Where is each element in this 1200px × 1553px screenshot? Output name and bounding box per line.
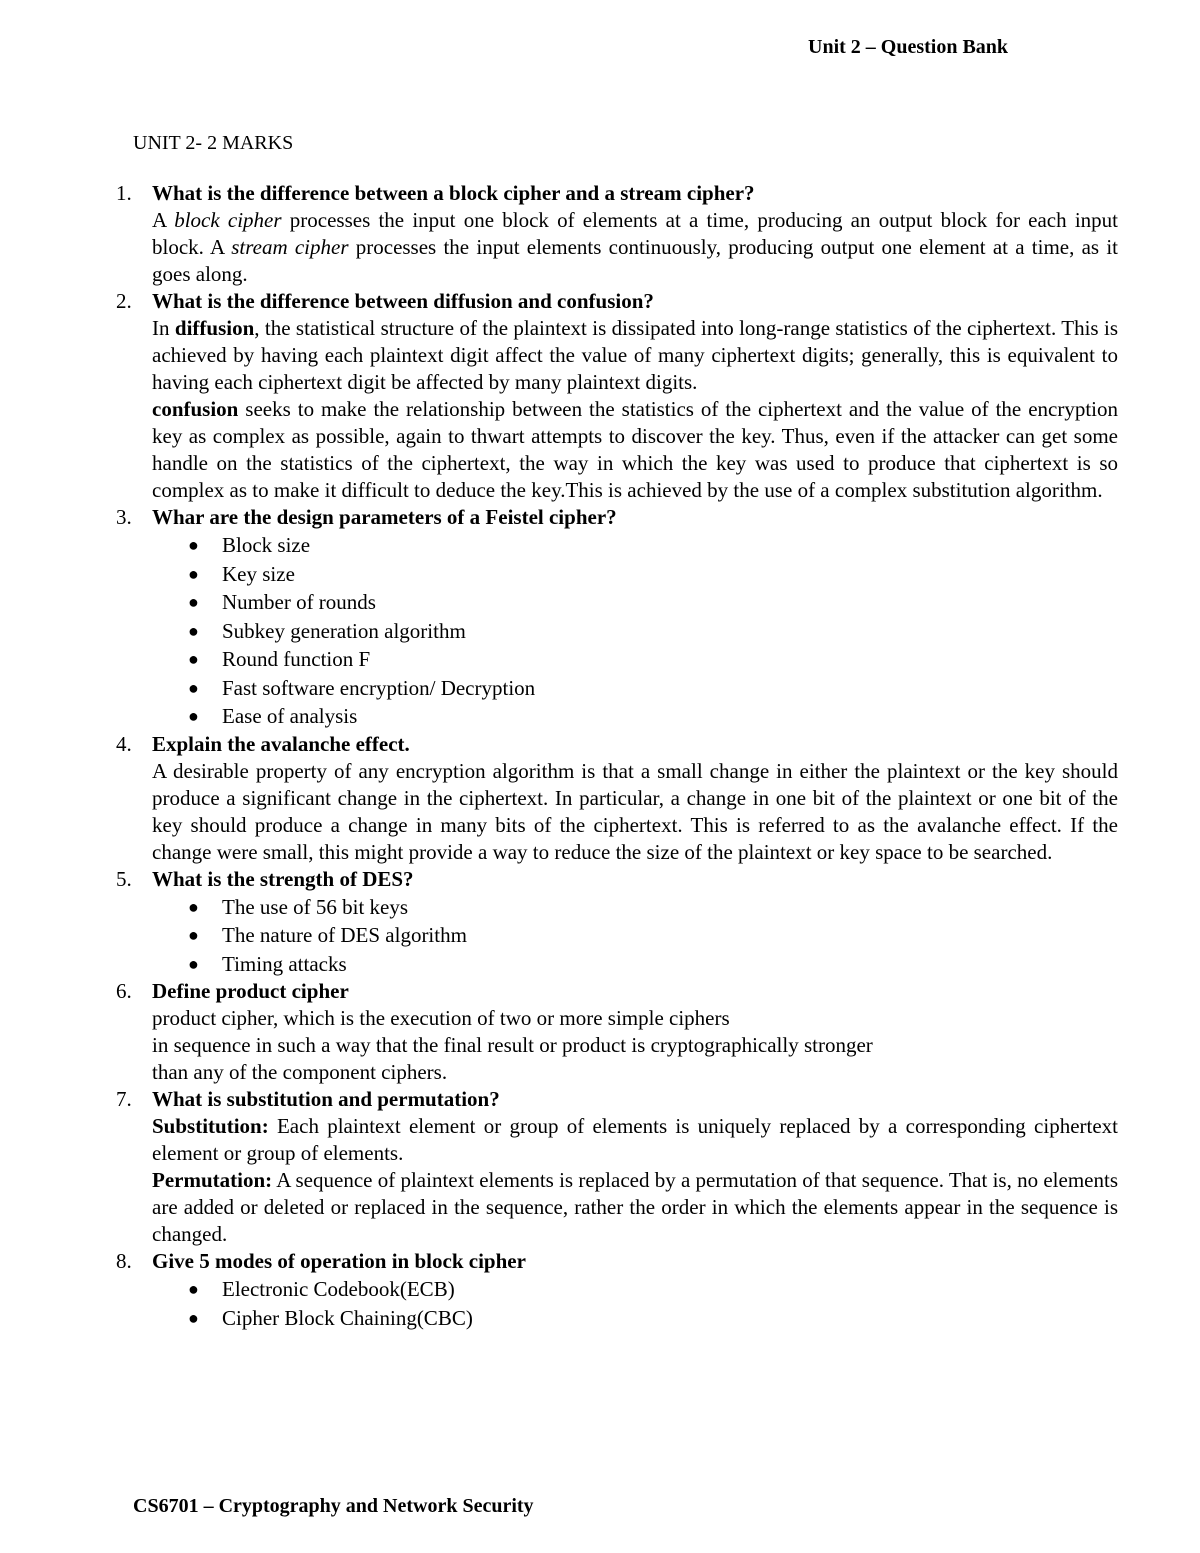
bullet-icon: ● xyxy=(188,706,199,726)
answer-fragment: processes the input one block of elements at a time, producing an output block for each input block. A xyxy=(152,208,1118,259)
question-2 xyxy=(0,288,1200,504)
bullet-list xyxy=(152,1275,1118,1332)
question-1 xyxy=(0,180,1200,288)
list-item xyxy=(152,921,1118,950)
answer-fragment: processes the input elements continuously, producing output one element at a time, as it goes along. xyxy=(152,235,1118,286)
term-block-cipher: block cipher xyxy=(174,208,282,232)
answer-substitution xyxy=(152,1113,1118,1167)
bullet-icon: ● xyxy=(188,896,199,917)
unit-heading: UNIT 2- 2 MARKS xyxy=(133,132,294,154)
bullet-list xyxy=(152,531,1118,731)
term-diffusion: diffusion xyxy=(174,316,255,340)
question-7 xyxy=(0,1086,1200,1248)
list-item-text: Block size xyxy=(222,533,311,557)
question-title: What is substitution and permutation? xyxy=(152,1087,500,1111)
question-number: 8. xyxy=(116,1249,132,1273)
question-4 xyxy=(0,731,1200,866)
question-title: Define product cipher xyxy=(152,979,349,1003)
question-number: 3. xyxy=(116,505,132,529)
bullet-icon: ● xyxy=(188,953,199,974)
list-item-text: Timing attacks xyxy=(222,951,347,976)
list-item xyxy=(152,1304,1118,1333)
list-item-text: Number of rounds xyxy=(222,590,376,614)
list-item-text: Round function F xyxy=(222,647,371,671)
bullet-icon: ● xyxy=(188,592,199,612)
question-number: 4. xyxy=(116,731,132,756)
list-item-text: The nature of DES algorithm xyxy=(222,923,467,947)
bullet-icon: ● xyxy=(188,563,199,584)
bullet-icon: ● xyxy=(188,677,199,698)
term-substitution: Substitution: xyxy=(152,1114,269,1138)
answer-fragment: seeks to make the relationship between the statistics of the ciphertext and the value of the encryption key as complex as possible, again to thwart attempts to discover the key. Thus, even if the attacker can get some handle on the statistics of the ciphertext, the way in which the key was used to produce that ciphertext is so complex as to make it difficult to deduce the key.This is achieved by the use of a complex substitution algorithm. xyxy=(152,397,1118,502)
list-item-text: Key size xyxy=(222,561,295,586)
list-item-text: Subkey generation algorithm xyxy=(222,618,466,643)
list-item-text: Fast software encryption/ Decryption xyxy=(222,675,536,700)
list-item-text: Cipher Block Chaining(CBC) xyxy=(222,1305,473,1330)
question-6 xyxy=(0,978,1200,1086)
list-item xyxy=(152,588,1118,617)
list-item xyxy=(152,950,1118,979)
answer-confusion xyxy=(152,396,1118,504)
answer-permutation xyxy=(152,1167,1118,1248)
question-number: 1. xyxy=(116,181,132,205)
question-title: What is the difference between diffusion and confusion? xyxy=(152,289,654,313)
question-number: 7. xyxy=(116,1087,132,1111)
answer-line: in sequence in such a way that the final result or product is cryptographically stronger xyxy=(152,1033,873,1057)
answer-fragment: In xyxy=(152,316,175,340)
bullet-icon: ● xyxy=(188,535,199,555)
list-item xyxy=(152,1275,1118,1304)
list-item-text: Ease of analysis xyxy=(222,704,358,728)
list-item-text: Electronic Codebook(ECB) xyxy=(222,1277,455,1301)
list-item xyxy=(152,674,1118,703)
question-5 xyxy=(0,866,1200,979)
bullet-icon: ● xyxy=(188,1307,199,1328)
answer-text: A desirable property of any encryption algorithm is that a small change in either the plaintext or the key should produce a significant change in the ciphertext. In particular, a change in one bit of the plaintext or one bit of the key should produce a change in many bits of the ciphertext. This is referred to as the avalanche effect. If the change were small, this might provide a way to reduce the size of the plaintext or key space to be searched. xyxy=(152,758,1118,864)
question-title: Explain the avalanche effect. xyxy=(152,731,410,756)
page-header-title: Unit 2 – Question Bank xyxy=(808,36,1009,58)
answer-line: product cipher, which is the execution of two or more simple ciphers xyxy=(152,1006,730,1030)
bullet-list xyxy=(152,893,1118,979)
question-3 xyxy=(0,504,1200,731)
list-item xyxy=(152,893,1118,922)
question-list xyxy=(0,180,1200,1332)
bullet-icon: ● xyxy=(188,1279,199,1299)
list-item xyxy=(152,702,1118,731)
term-stream-cipher: stream cipher xyxy=(231,235,349,259)
question-title: What is the strength of DES? xyxy=(152,866,414,891)
bullet-icon: ● xyxy=(188,620,199,641)
question-title: Give 5 modes of operation in block cipher xyxy=(152,1249,526,1273)
answer-fragment: A xyxy=(152,208,175,232)
answer-diffusion xyxy=(152,315,1118,396)
answer-fragment: Each plaintext element or group of elements is uniquely replaced by a corresponding ciphertext element or group of elements. xyxy=(152,1114,1118,1165)
term-permutation: Permutation: xyxy=(152,1168,273,1192)
question-number: 5. xyxy=(116,866,132,891)
bullet-icon: ● xyxy=(188,649,199,669)
question-number: 2. xyxy=(116,289,132,313)
list-item-text: The use of 56 bit keys xyxy=(222,894,409,919)
page-footer-course: CS6701 – Cryptography and Network Security xyxy=(133,1495,534,1517)
answer-fragment: A sequence of plaintext elements is replaced by a permutation of that sequence. That is, no elements are added or deleted or replaced in the sequence, rather the order in which the elements appear in the sequence is changed. xyxy=(152,1168,1118,1246)
bullet-icon: ● xyxy=(188,925,199,945)
list-item xyxy=(152,531,1118,560)
question-title: What is the difference between a block cipher and a stream cipher? xyxy=(152,181,755,205)
answer-text xyxy=(152,207,1118,288)
term-confusion: confusion xyxy=(152,397,239,421)
question-number: 6. xyxy=(116,979,132,1003)
answer-fragment: , the statistical structure of the plaintext is dissipated into long-range statistics of the ciphertext. This is achieved by having each plaintext digit affect the value of many ciphertext digits; generally, this is equivalent to having each ciphertext digit be affected by many plaintext digits. xyxy=(152,316,1118,394)
list-item xyxy=(152,617,1118,646)
question-title: Whar are the design parameters of a Feistel cipher? xyxy=(152,505,617,529)
list-item xyxy=(152,645,1118,674)
list-item xyxy=(152,560,1118,589)
answer-line: than any of the component ciphers. xyxy=(152,1060,448,1084)
question-8 xyxy=(0,1248,1200,1332)
